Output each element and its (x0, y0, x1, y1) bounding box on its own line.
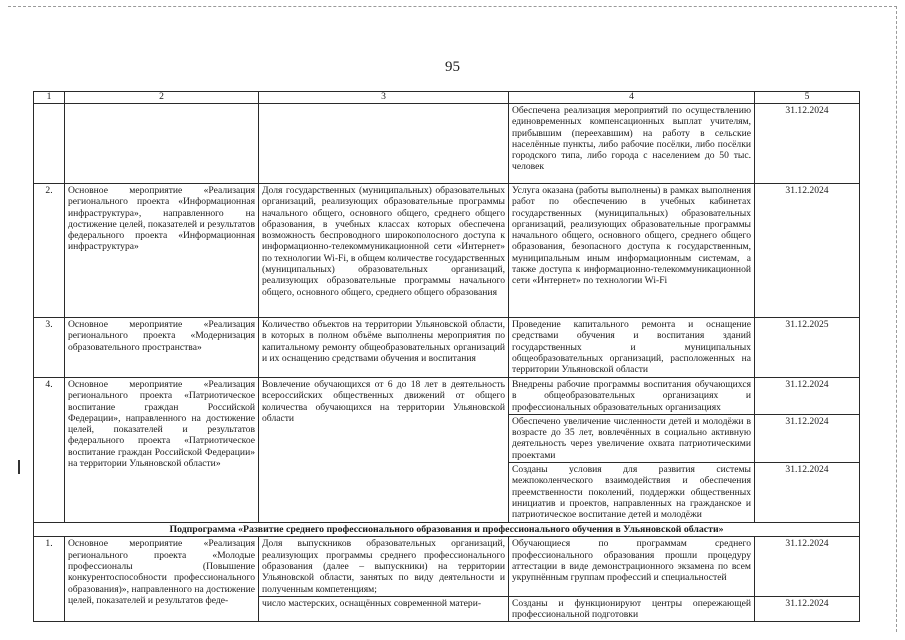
page-number: 95 (445, 59, 460, 75)
column-header: 4 (509, 92, 755, 104)
column-header: 5 (755, 92, 860, 104)
indicator-cell (259, 104, 509, 184)
row-number: 1. (34, 537, 65, 622)
column-header: 2 (65, 92, 259, 104)
result-cell: Проведение капитального ремонта и оснащение средствами обучения и воспитания зданий государственных и муниципальных общеобразовательных организаций, расположенных на территории Ульяновской области (509, 318, 755, 378)
row-number (34, 104, 65, 184)
table-row (34, 184, 860, 318)
measure-cell (65, 104, 259, 184)
program-table (33, 91, 860, 622)
deadline-cell: 31.12.2024 (755, 463, 860, 523)
deadline-cell: 31.12.2024 (755, 596, 860, 622)
measure-cell: Основное мероприятие «Реализация регионального проекта «Патриотическое воспитание граждан Российской Федерации», направленного на достижение целей, показателей и результатов федерального проекта «Патриотическое воспитание граждан Российской Федерации» на территории Ульяновской области» (65, 378, 259, 523)
deadline-cell: 31.12.2024 (755, 378, 860, 415)
result-cell: Созданы условия для развития системы межпоколенческого взаимодействия и обеспечения преемственности поколений, поддержки общественных инициатив и проектов, направленных на гражданское и патриотическое воспитание детей и молодёжи (509, 463, 755, 523)
result-cell: Внедрены рабочие программы воспитания обучающихся в общеобразовательных организациях и профессиональных образовательных организациях (509, 378, 755, 415)
deadline-cell: 31.12.2024 (755, 537, 860, 596)
deadline-cell: 31.12.2024 (755, 104, 860, 184)
indicator-cell: Количество объектов на территории Ульяновской области, в которых в полном объёме выполнены мероприятия по капитальному ремонту общеобразовательных организаций и их оснащению средствами обучения и воспитания (259, 318, 509, 378)
table-row (34, 104, 860, 184)
column-header: 1 (34, 92, 65, 104)
indicator-cell: число мастерских, оснащённых современной матери- (259, 596, 509, 622)
column-header-row (34, 92, 860, 104)
section-heading-row (34, 523, 860, 537)
indicator-cell: Доля государственных (муниципальных) образовательных организаций, реализующих образовательные программы начального общего, основного общего, среднего общего образования, в учебных классах которых обеспечена возможность беспроводного широкополосного доступа к информационно-телекоммуникационной сети «Интернет» по технологии Wi-Fi, в общем количестве государственных (муниципальных) образовательных организаций, реализующих образовательные программы начального общего, основного общего, среднего общего образования (259, 184, 509, 318)
result-cell: Обучающиеся по программам среднего профессионального образования прошли процедуру аттестации в виде демонстрационного экзамена по всем укрупнённым группам профессий и специальностей (509, 537, 755, 596)
row-number: 4. (34, 378, 65, 523)
subprogram-title: Подпрограмма «Развитие среднего профессионального образования и профессионального обучения в Ульяновской области» (34, 523, 860, 537)
indicator-cell: Вовлечение обучающихся от 6 до 18 лет в деятельность всероссийских общественных движений от общего количества обучающихся на территории Ульяновской области (259, 378, 509, 523)
row-number: 3. (34, 318, 65, 378)
measure-cell: Основное мероприятие «Реализация регионального проекта «Модернизация образовательного пространства» (65, 318, 259, 378)
result-cell: Обеспечена реализация мероприятий по осуществлению единовременных компенсационных выплат учителям, прибывшим (переехавшим) на работу в сельские населённые пункты, либо рабочие посёлки, либо посёлки городского типа, либо города с населением до 50 тыс. человек (509, 104, 755, 184)
table-row (34, 378, 860, 415)
indicator-cell: Доля выпускников образовательных организаций, реализующих программы среднего профессионального образования (далее – выпускники) на территории Ульяновской области, занятых по виду деятельности и полученным компетенциям; (259, 537, 509, 596)
table-row (34, 318, 860, 378)
measure-cell: Основное мероприятие «Реализация регионального проекта «Молодые профессионалы (Повышение конкурентоспособности профессионального образования)», направленного на достижение целей, показателей и результатов феде- (65, 537, 259, 622)
deadline-cell: 31.12.2025 (755, 318, 860, 378)
deadline-cell: 31.12.2024 (755, 184, 860, 318)
column-header: 3 (259, 92, 509, 104)
deadline-cell: 31.12.2024 (755, 414, 860, 462)
result-cell: Обеспечено увеличение численности детей и молодёжи в возрасте до 35 лет, вовлечённых в социально активную деятельность через увеличение охвата патриотическими проектами (509, 414, 755, 462)
table-row (34, 537, 860, 596)
result-cell: Созданы и функционируют центры опережающей профессиональной подготовки (509, 596, 755, 622)
scan-mark (18, 460, 20, 474)
result-cell: Услуга оказана (работы выполнены) в рамках выполнения работ по обеспечению в учебных кабинетах государственных (муниципальных) образовательных организаций, реализующих образовательные программы начального общего, основного общего, среднего общего образования, безопасного доступа к государственным, муниципальным иным информационным системам, а также доступа к информационно-телекоммуникационной сети «Интернет» по технологии Wi-Fi (509, 184, 755, 318)
row-number: 2. (34, 184, 65, 318)
measure-cell: Основное мероприятие «Реализация регионального проекта «Информационная инфраструктура», направленного на достижение целей, показателей и результатов федерального проекта «Информационная инфраструктура» (65, 184, 259, 318)
